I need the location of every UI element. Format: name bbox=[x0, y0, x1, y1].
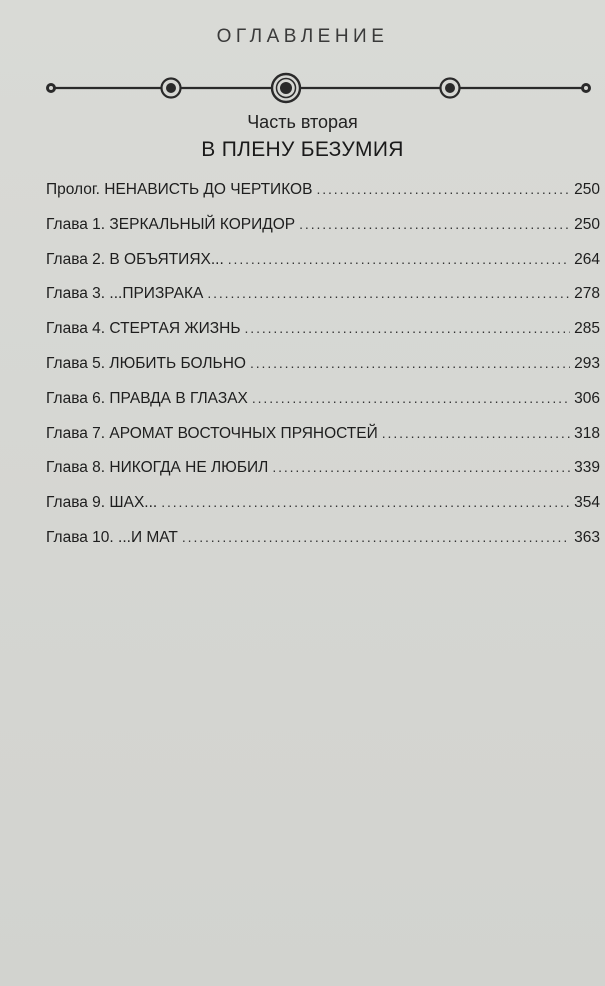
toc-entry-label: Глава 2. В ОБЪЯТИЯХ... bbox=[46, 250, 224, 268]
toc-leader-dots bbox=[182, 520, 570, 555]
toc-entry-chapter-3 bbox=[46, 276, 600, 311]
toc-page-number: 339 bbox=[574, 459, 600, 477]
page-header-title: ОГЛАВЛЕНИЕ bbox=[216, 26, 389, 47]
toc-leader-dots bbox=[252, 381, 570, 416]
toc-entry-chapter-2 bbox=[46, 242, 600, 277]
toc-leader-dots bbox=[250, 346, 570, 381]
toc-entry-label: Глава 10. ...И МАТ bbox=[46, 528, 178, 546]
toc-page-number: 264 bbox=[574, 250, 600, 268]
toc-entry-chapter-8 bbox=[46, 450, 600, 485]
toc-entry-chapter-5 bbox=[46, 346, 600, 381]
part-title: В ПЛЕНУ БЕЗУМИЯ bbox=[201, 138, 404, 161]
toc-entry-chapter-7 bbox=[46, 416, 600, 451]
toc-entry-chapter-6 bbox=[46, 381, 600, 416]
toc-leader-dots bbox=[272, 450, 570, 485]
toc-entry-chapter-1 bbox=[46, 207, 600, 242]
toc-entry-label: Пролог. НЕНАВИСТЬ ДО ЧЕРТИКОВ bbox=[46, 181, 313, 198]
toc-entry-label: Глава 7. АРОМАТ ВОСТОЧНЫХ ПРЯНОСТЕЙ bbox=[46, 424, 378, 442]
toc-entry-label: Глава 8. НИКОГДА НЕ ЛЮБИЛ bbox=[46, 459, 269, 477]
toc-entry-label: Глава 3. ...ПРИЗРАКА bbox=[46, 285, 204, 303]
part-subtitle: Часть вторая bbox=[247, 112, 358, 132]
toc-entry-label: Глава 5. ЛЮБИТЬ БОЛЬНО bbox=[46, 354, 246, 372]
toc-page-number: 363 bbox=[574, 528, 600, 546]
toc-entry-chapter-4 bbox=[46, 311, 600, 346]
toc-page-number: 318 bbox=[574, 424, 600, 442]
toc-leader-dots bbox=[161, 485, 570, 520]
toc-entry-label: Глава 4. СТЕРТАЯ ЖИЗНЬ bbox=[46, 320, 241, 338]
toc-entry-label: Глава 9. ШАХ... bbox=[46, 494, 158, 512]
toc-entry-chapter-9 bbox=[46, 485, 600, 520]
toc-entry-chapter-10 bbox=[46, 520, 600, 555]
toc-page-number: 285 bbox=[574, 320, 600, 338]
toc-page-number: 293 bbox=[574, 354, 600, 372]
toc-entry-label: Глава 6. ПРАВДА В ГЛАЗАХ bbox=[46, 389, 248, 407]
toc-page-number: 250 bbox=[574, 215, 600, 233]
toc-leader-dots bbox=[382, 416, 570, 451]
toc-page-number: 250 bbox=[574, 181, 600, 198]
toc-leader-dots bbox=[207, 276, 570, 311]
toc-entry-prologue bbox=[46, 172, 600, 207]
toc-page-number: 306 bbox=[574, 389, 600, 407]
toc-leader-dots bbox=[245, 311, 571, 346]
toc-entry-label: Глава 1. ЗЕРКАЛЬНЫЙ КОРИДОР bbox=[46, 215, 296, 233]
toc-leader-dots bbox=[316, 172, 570, 207]
toc-page-number: 354 bbox=[574, 494, 600, 512]
ornament-divider bbox=[40, 60, 600, 116]
toc-page-number: 278 bbox=[574, 285, 600, 303]
toc-leader-dots bbox=[299, 207, 570, 242]
table-of-contents bbox=[46, 172, 600, 555]
toc-leader-dots bbox=[228, 242, 570, 277]
